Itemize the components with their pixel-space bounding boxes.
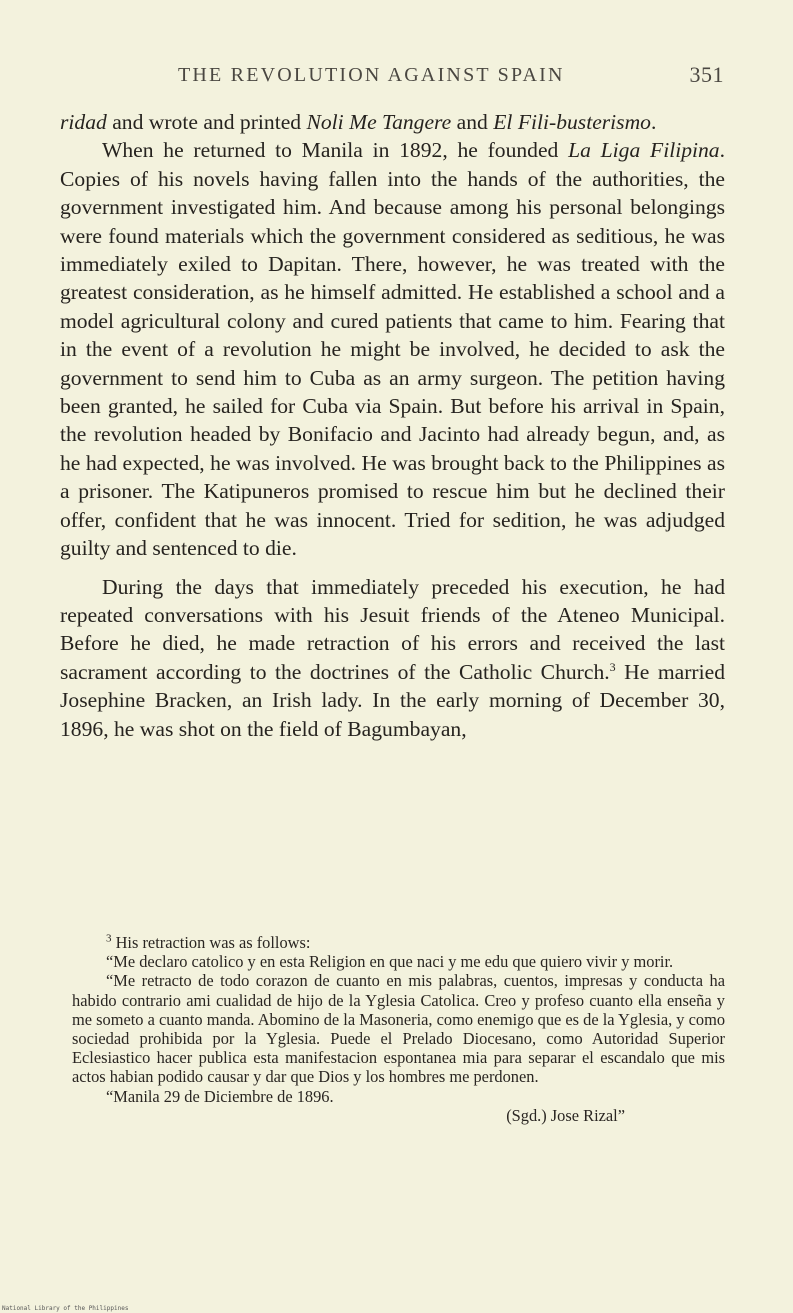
footnote-block (72, 933, 725, 1125)
main-text (60, 108, 725, 743)
italic-book-title: Noli Me Tangere (306, 110, 452, 134)
page-number: 351 (689, 62, 724, 87)
text-fragment: . (650, 110, 657, 134)
italic-organization-name: La Liga Filipina (568, 138, 720, 163)
footnote-marker: 3 (106, 932, 112, 945)
running-head (66, 62, 728, 92)
footnote-reference: 3 (609, 659, 616, 674)
text-fragment: and (451, 110, 494, 134)
paragraph-1 (60, 108, 725, 136)
paragraph-2 (60, 136, 725, 562)
footnote-date-line: “Manila 29 de Diciembre de 1896. (106, 1086, 334, 1106)
running-title: THE REVOLUTION AGAINST SPAIN (178, 64, 565, 86)
footnote-intro (72, 933, 725, 952)
paragraph-3 (60, 573, 725, 743)
text-fragment: During the days that immediately preceded his execution, he had repeated conversations with his Jesuit friends of the Ateneo Municipal. Before he died, he made retraction of his errors and received the last sacrament according to the doctrines of the Catholic Church. (60, 574, 725, 684)
library-watermark: National Library of the Philippines (2, 1305, 129, 1312)
text-fragment: When he returned to Manila in 1892, he founded (102, 138, 569, 163)
text-fragment: He married Josephine Bracken, an Irish lady. In the early morning of December 30, 1896, he was shot on the field of Bagumbayan, (60, 659, 725, 741)
footnote-signature: (Sgd.) Jose Rizal” (506, 1105, 625, 1125)
italic-fragment: ridad (60, 110, 107, 134)
text-fragment: and wrote and printed (106, 110, 307, 134)
footnote-quote-1: “Me declaro catolico y en esta Religion en que naci y me edu que quiero vivir y morir. (106, 952, 674, 972)
footnote-quote-2: “Me retracto de todo corazon de cuanto en mis palabras, cuentos, impresas y conducta ha habido contrario ami cualidad de hijo de la Yglesia Catolica. Creo y profeso cuanto ella enseña y me someto a cuanto manda. Abomino de la Masoneria, como enemigo que es de la Yglesia, y como sociedad prohibida por la Yglesia. Puede el Prelado Diocesano, como Autoridad Superior Eclesiastico hacer publica esta manifestacion espontanea mia para separar el escandalo que mis actos habian podido causar y dar que Dios y los hombres me perdonen. (72, 971, 726, 1087)
footnote-intro-text: His retraction was as follows: (111, 933, 311, 952)
text-fragment: . Copies of his novels having fallen into the hands of the authorities, the government investigated him. And because among his personal belongings were found materials which the government considered as seditious, he was immediately exiled to Dapitan. There, however, he was treated with the greatest consideration, as he himself admitted. He established a school and a model agricultural colony and cured patients that came to him. Fearing that in the event of a revolution he might be involved, he decided to ask the government to send him to Cuba as an army surgeon. The petition having been granted, he sailed for Cuba via Spain. But before his arrival in Spain, the revolution headed by Bonifacio and Jacinto had already begun, and, as he had expected, he was involved. He was brought back to the Philippines as a prisoner. The Katipuneros promised to rescue him but he declined their offer, confident that he was innocent. Tried for sedition, he was adjudged guilty and sentenced to die. (60, 138, 725, 561)
italic-book-title: El Fili-busterismo (493, 110, 651, 134)
